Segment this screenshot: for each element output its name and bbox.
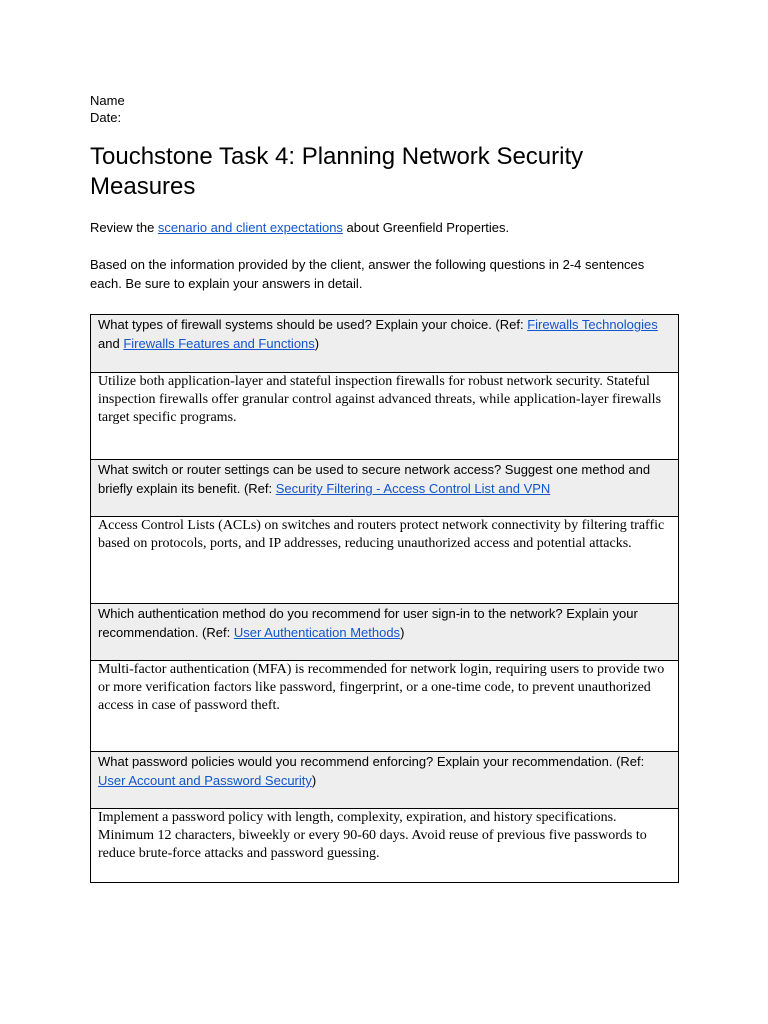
password-security-link[interactable]: User Account and Password Security: [98, 773, 312, 788]
firewalls-features-link[interactable]: Firewalls Features and Functions: [123, 336, 315, 351]
question-text: What types of firewall systems should be used? Explain your choice. (Ref:: [98, 317, 528, 332]
question-row: [91, 752, 679, 809]
header-meta: [90, 92, 679, 126]
question-text: What password policies would you recommend enforcing? Explain your recommendation. (Ref:: [98, 754, 645, 769]
question-close: ): [311, 773, 317, 788]
answer-row: [91, 809, 679, 883]
question-cell-firewall: [91, 315, 679, 373]
firewalls-technologies-link[interactable]: Firewalls Technologies: [527, 317, 658, 332]
review-suffix: about Greenfield Properties.: [342, 220, 510, 235]
user-authentication-link[interactable]: User Authentication Methods: [233, 625, 401, 640]
question-cell-password: [91, 752, 679, 809]
question-row: [91, 460, 679, 517]
question-joiner: and: [98, 336, 124, 351]
answer-cell-firewall: Utilize both application-layer and stateful inspection firewalls for robust network security. Stateful inspection firewalls offer granular control against advanced threats, while application-layer firewalls target specific programs.: [91, 373, 679, 460]
review-paragraph: [90, 218, 679, 237]
question-row: [91, 604, 679, 661]
question-cell-auth: [91, 604, 679, 661]
answer-cell-switch: Access Control Lists (ACLs) on switches and routers protect network connectivity by filtering traffic based on protocols, ports, and IP addresses, reducing unauthorized access and potential attacks.: [91, 517, 679, 604]
scenario-link[interactable]: scenario and client expectations: [157, 220, 343, 235]
question-text: What switch or router settings can be used to secure network access? Suggest one method and briefly explain its benefit. (Ref:: [98, 462, 651, 496]
name-label: Name: [90, 93, 125, 108]
answer-row: [91, 517, 679, 604]
date-label: Date:: [90, 110, 122, 125]
qa-table: [90, 314, 679, 883]
document-content: [90, 92, 679, 883]
answer-cell-auth: Multi-factor authentication (MFA) is recommended for network login, requiring users to provide two or more verification factors like password, fingerprint, or a one-time code, to prevent unauthorized access in case of password theft.: [91, 661, 679, 752]
review-prefix: Review the: [90, 220, 158, 235]
question-row: [91, 315, 679, 373]
instructions-paragraph: Based on the information provided by the client, answer the following questions in 2-4 sentences each. Be sure to explain your answers in detail.: [90, 257, 645, 291]
question-cell-switch: [91, 460, 679, 517]
page-title: Touchstone Task 4: Planning Network Security Measures: [90, 143, 584, 200]
answer-row: [91, 373, 679, 460]
question-text: Which authentication method do you recommend for user sign-in to the network? Explain your recommendation. (Ref:: [98, 606, 638, 640]
answer-row: [91, 661, 679, 752]
answer-cell-password: Implement a password policy with length, complexity, expiration, and history specifications. Minimum 12 characters, biweekly or every 90-60 days. Avoid reuse of previous five passwords to reduce brute-force attacks and password guessing.: [91, 809, 679, 883]
question-close: ): [314, 336, 320, 351]
security-filtering-link[interactable]: Security Filtering - Access Control List and VPN: [275, 481, 551, 496]
question-close: ): [400, 625, 405, 640]
